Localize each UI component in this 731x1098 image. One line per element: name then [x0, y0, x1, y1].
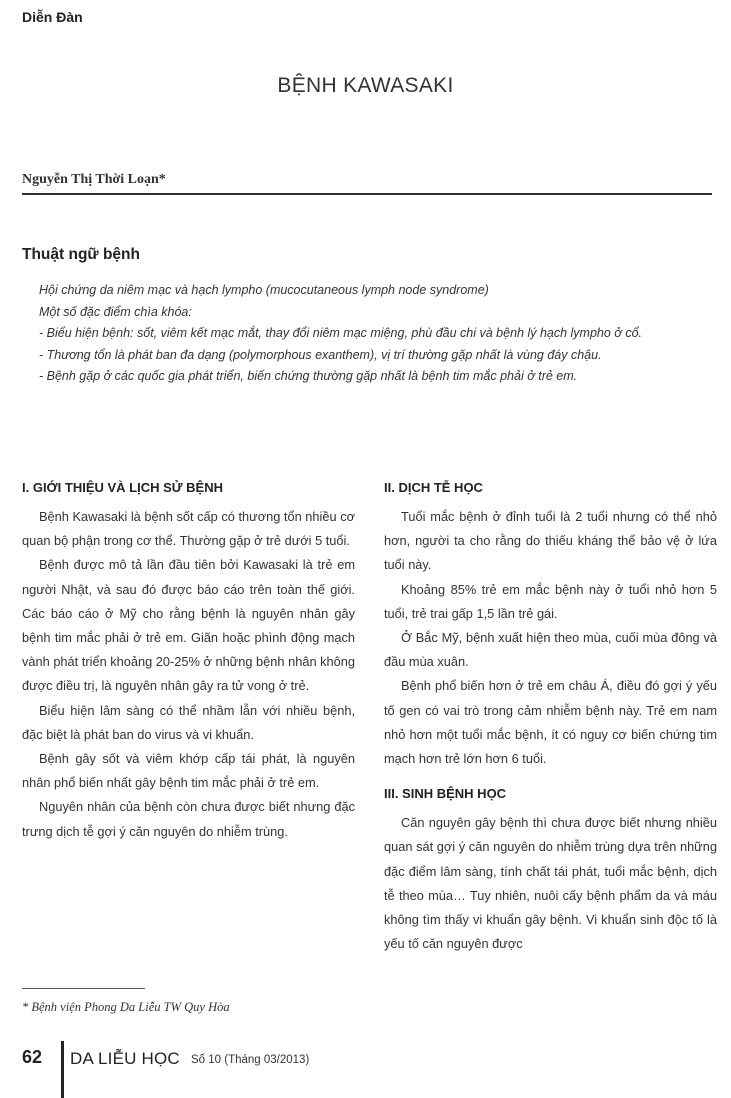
- author-name: Nguyễn Thị Thời Loạn*: [22, 172, 166, 187]
- page-number: 62: [22, 1047, 43, 1067]
- footnote-divider: [22, 988, 145, 989]
- right-column: [384, 479, 717, 956]
- journal-name: DA LIỄU HỌC: [70, 1049, 180, 1068]
- terms-heading: Thuật ngữ bệnh: [22, 246, 140, 263]
- paragraph: Biểu hiện lâm sàng có thể nhầm lẫn với nhiều bệnh, đặc biệt là phát ban do virus và vi khuẩn.: [22, 702, 355, 742]
- section-label: Diễn Đàn: [22, 9, 83, 25]
- left-column: [22, 479, 355, 844]
- terms-line: - Biểu hiện bệnh: sốt, viêm kết mạc mắt, thay đổi niêm mạc miệng, phù đầu chi và bệnh lý hạch lympho ở cổ.: [39, 326, 643, 340]
- terms-line: - Thương tổn là phát ban đa dạng (polymorphous exanthem), vị trí thường gặp nhất là vùng đáy chậu.: [39, 347, 602, 362]
- paragraph: Ở Bắc Mỹ, bệnh xuất hiện theo mùa, cuối mùa đông và đầu mùa xuân.: [384, 630, 717, 670]
- footnote: * Bệnh viện Phong Da Liễu TW Quy Hòa: [22, 1000, 230, 1014]
- paragraph: Bệnh phổ biến hơn ở trẻ em châu Á, điều đó gợi ý yếu tố gen có vai trò trong cảm nhiễm bệnh này. Trẻ em nam nhỏ hơn một tuổi mắc bệnh, ít có nguy cơ biến chứng tim mạch hơn trẻ lớn hơn 6 tuổi.: [384, 678, 717, 767]
- section-2-heading: II. DỊCH TỄ HỌC: [384, 480, 483, 495]
- footer-divider: [61, 1041, 64, 1098]
- paragraph: Bệnh Kawasaki là bệnh sốt cấp có thương tổn nhiều cơ quan bộ phận trong cơ thể. Thường gặp ở trẻ dưới 5 tuổi.: [22, 509, 355, 549]
- paragraph: Căn nguyên gây bệnh thì chưa được biết nhưng nhiều quan sát gợi ý căn nguyên do nhiễm trùng dựa trên những đặc điểm lâm sàng, tính chất tái phát, tuổi mắc bệnh, dịch tễ theo mùa… Tuy nhiên, nuôi cấy bệnh phẩm da và máu không tìm thấy vi khuẩn gây bệnh. Vi khuẩn sinh độc tố là yếu tố căn nguyên được: [384, 815, 717, 952]
- terms-line: Hội chứng da niêm mạc và hạch lympho (mucocutaneous lymph node syndrome): [39, 283, 489, 297]
- terms-line: - Bệnh gặp ở các quốc gia phát triển, biến chứng thường gặp nhất là bệnh tim mắc phải ở trẻ em.: [39, 369, 578, 383]
- paragraph: Nguyên nhân của bệnh còn chưa được biết nhưng đặc trưng dịch tễ gợi ý căn nguyên do nhiễm trùng.: [22, 799, 355, 839]
- paragraph: Tuổi mắc bệnh ở đỉnh tuổi là 2 tuổi nhưng có thể nhỏ hơn, người ta cho rằng do thiếu kháng thể bảo vệ ở lứa tuổi này.: [384, 509, 717, 573]
- paragraph: Bệnh gây sốt và viêm khớp cấp tái phát, là nguyên nhân phổ biến nhất gây bệnh tim mắc phải ở trẻ em.: [22, 751, 355, 791]
- paragraph: Bệnh được mô tả lần đầu tiên bởi Kawasaki là trẻ em người Nhật, và sau đó được báo cáo trên toàn thế giới. Các báo cáo ở Mỹ cho rằng bệnh là nguyên nhân gây bệnh tim mắc phải ở trẻ em. Giãn hoặc phình động mạch vành phát triển khoảng 20-25% ở những bệnh nhân không được điều trị, là nguyên nhân gây ra tử vong ở trẻ.: [22, 557, 355, 694]
- terms-block: [22, 280, 717, 388]
- section-3-heading: III. SINH BỆNH HỌC: [384, 786, 507, 802]
- terms-line: Một số đặc điểm chìa khóa:: [39, 304, 192, 319]
- paragraph: Khoảng 85% trẻ em mắc bệnh này ở tuổi nhỏ hơn 5 tuổi, trẻ trai gấp 1,5 lần trẻ gái.: [384, 581, 717, 621]
- author-divider: [22, 193, 712, 195]
- article-title: BỆNH KAWASAKI: [277, 74, 454, 97]
- issue-info: Số 10 (Tháng 03/2013): [191, 1054, 310, 1066]
- section-1-heading: I. GIỚI THIỆU VÀ LỊCH SỬ BỆNH: [22, 480, 223, 495]
